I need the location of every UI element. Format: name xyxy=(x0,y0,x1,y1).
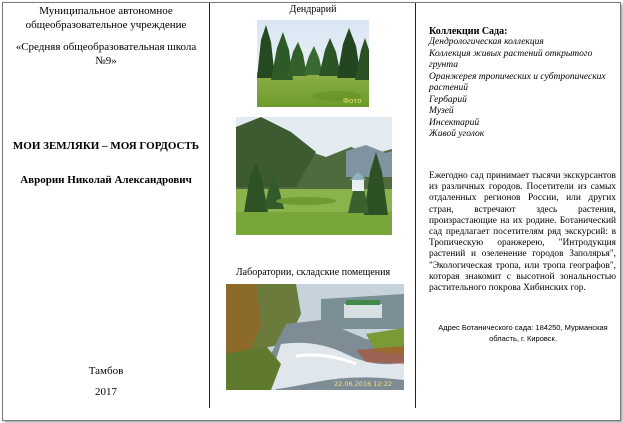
collection-item: Коллекция живых растений открытого грунта xyxy=(429,48,593,70)
collection-item: Оранжерея тропических и субтропических растений xyxy=(429,71,606,93)
river-photo xyxy=(226,284,404,390)
left-panel xyxy=(3,3,209,420)
city-name: Тамбов xyxy=(88,365,124,377)
collection-item: Живой уголок xyxy=(429,129,485,139)
collection-item: Инсектарий xyxy=(429,117,480,128)
arboretum-photo xyxy=(257,20,369,107)
collections-heading: Коллекции Сада: xyxy=(429,26,508,37)
photo-datestamp: 22.06.2016 12:22 xyxy=(334,380,393,388)
laboratories-caption: Лаборатории, складские помещения xyxy=(235,267,391,278)
collection-item: Музей xyxy=(429,106,454,116)
collections-list xyxy=(429,37,614,141)
collection-item: Дендрологическая коллекция xyxy=(429,37,544,47)
photo-stamp: Фото xyxy=(343,97,362,105)
right-panel xyxy=(417,3,620,420)
author-name: Аврорин Николай Александрович xyxy=(20,174,192,186)
arboretum-caption: Дендрарий xyxy=(289,4,337,15)
mountain-valley-photo xyxy=(236,117,392,235)
brochure-page xyxy=(2,2,621,421)
column-divider-left xyxy=(209,3,210,408)
column-divider-right xyxy=(415,3,416,408)
collection-item: Гербарий xyxy=(429,94,467,105)
school-name: «Средняя общеобразовательная школа №9» xyxy=(15,41,197,67)
garden-description: Ежегодно сад принимает тысячи экскурсантов из различных городов. Посетители из самых отдаленных регионов России, или других стран, встречают здесь растения, произрастающие на их родине. Ботанический сад предлагает посетителям ряд экскурсий: в Тропическую оранжерею, "Интродукция растений и озеленение городов Заполярья", "Экологическая тропа, или тропа географов", которая знакомит с высотной зональностью растительного покрова Хибинских гор. xyxy=(429,171,616,294)
middle-panel xyxy=(211,3,415,420)
brochure-title: МОИ ЗЕМЛЯКИ – МОЯ ГОРДОСТЬ xyxy=(12,140,200,152)
organization-name: Муниципальное автономное общеобразовательное учреждение xyxy=(25,5,187,31)
year: 2017 xyxy=(95,386,117,398)
garden-address: Адрес Ботанического сада: 184250, Мурманская область, г. Кировск. xyxy=(438,323,608,343)
